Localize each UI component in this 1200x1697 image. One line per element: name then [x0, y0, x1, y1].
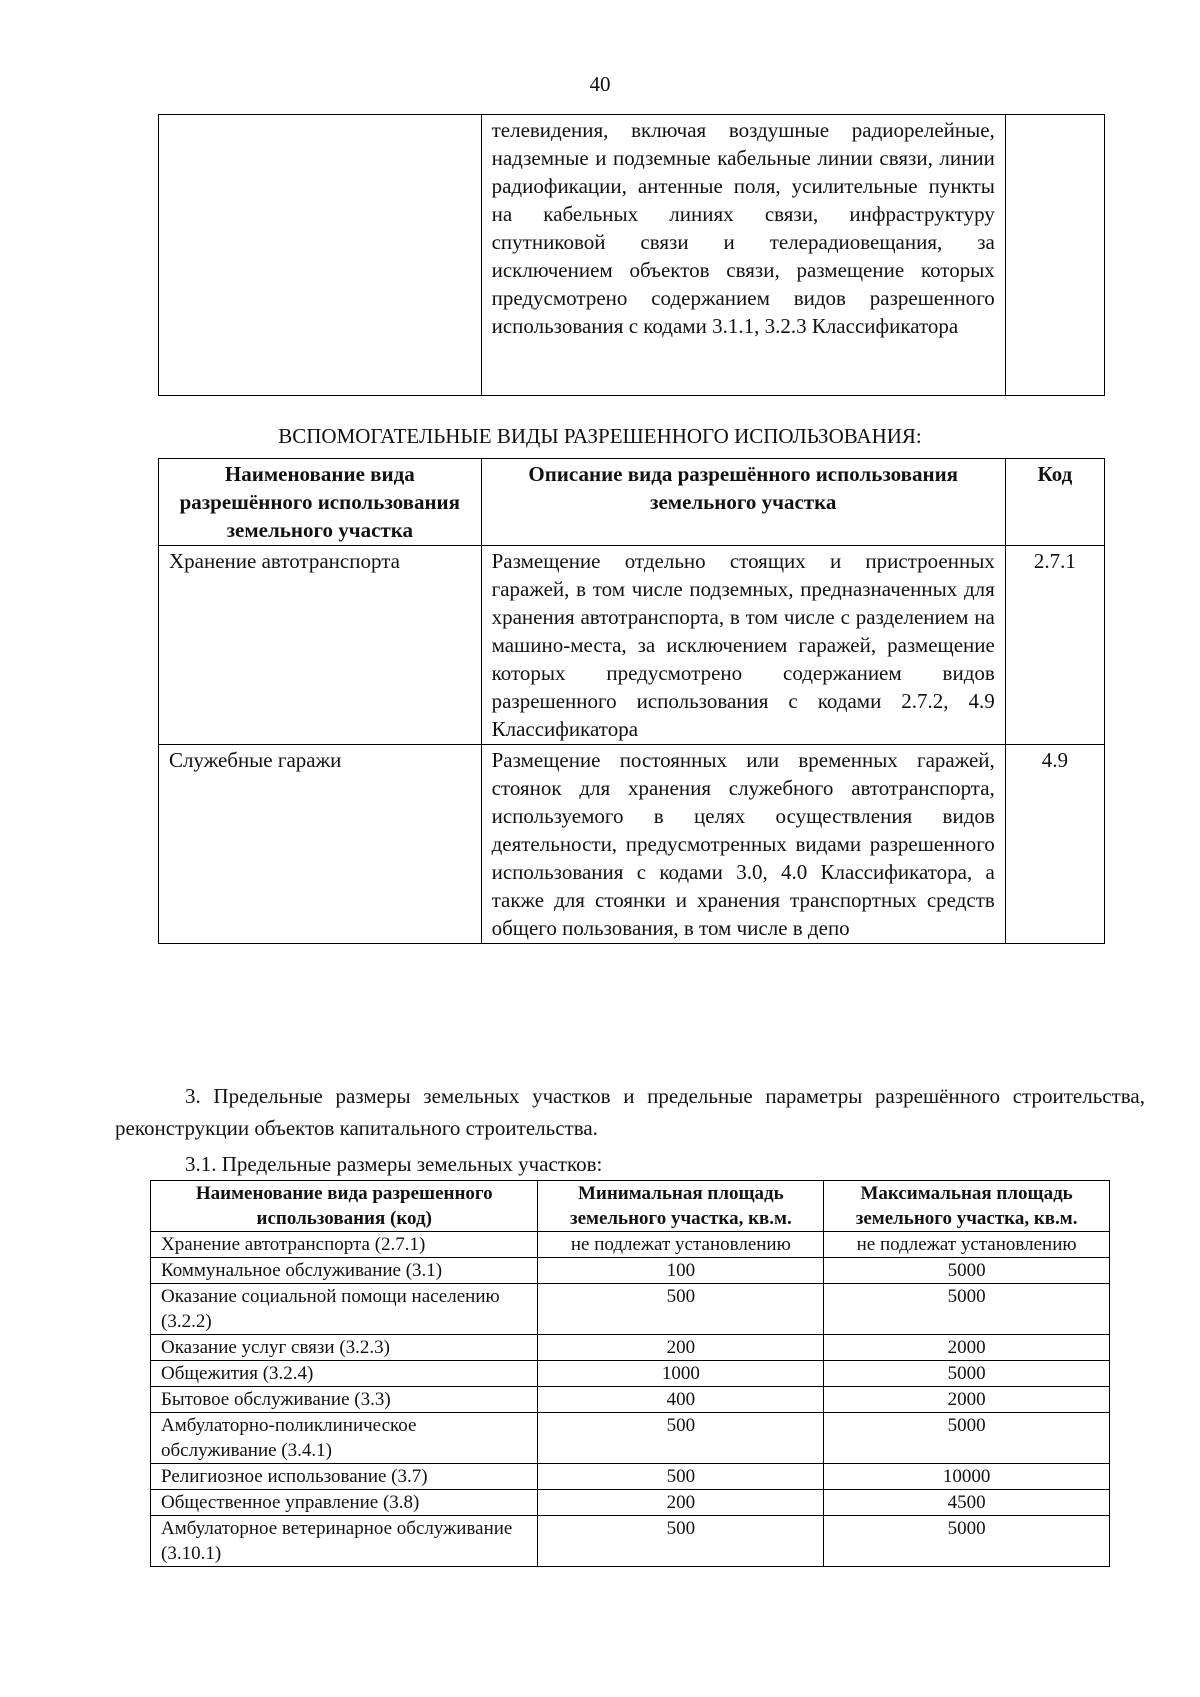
table-row [151, 1464, 1110, 1490]
header-description: Описание вида разрешённого использования земельного участка [481, 459, 1005, 546]
table-header-row [159, 459, 1105, 546]
row-name: Оказание услуг связи (3.2.3) [151, 1335, 538, 1361]
row-description: Размещение постоянных или временных гаражей, стоянок для хранения служебного автотранспорта, используемого в целях осуществления видов деятельности, предусмотренных видами разрешенного использования с кодами 3.0, 4.0 Классификатора, а также для стоянки и хранения транспортных средств общего пользования, в том числе в депо [481, 745, 1005, 944]
row-max: 5000 [824, 1258, 1110, 1284]
table-header-row [151, 1181, 1110, 1232]
table-row [151, 1413, 1110, 1464]
aux-heading: ВСПОМОГАТЕЛЬНЫЕ ВИДЫ РАЗРЕШЕННОГО ИСПОЛЬЗОВАНИЯ: [278, 424, 922, 448]
row-name: Служебные гаражи [159, 745, 482, 944]
row-max: 5000 [824, 1361, 1110, 1387]
header-max: Максимальная площадь земельного участка, кв.м. [824, 1181, 1110, 1232]
row-min: 200 [538, 1490, 824, 1516]
row-max: 10000 [824, 1464, 1110, 1490]
row-max: 2000 [824, 1335, 1110, 1361]
header-name: Наименование вида разрешенного использования (код) [151, 1181, 538, 1232]
row-name: Хранение автотранспорта (2.7.1) [151, 1232, 538, 1258]
row-name: Религиозное использование (3.7) [151, 1464, 538, 1490]
row-max: 5000 [824, 1284, 1110, 1335]
row-min: 100 [538, 1258, 824, 1284]
row-name: Хранение автотранспорта [159, 546, 482, 745]
description-cell: телевидения, включая воздушные радиорелейные, надземные и подземные кабельные линии связи, линии радиофикации, антенные поля, усилительные пункты на кабельных линиях связи, инфраструктуру спутниковой связи и телерадиовещания, за исключением объектов связи, размещение которых предусмотрено содержанием видов разрешенного использования с кодами 3.1.1, 3.2.3 Классификатора [481, 115, 1005, 396]
row-min: 400 [538, 1387, 824, 1413]
section-3-1-paragraph: 3.1. Предельные размеры земельных участков: [185, 1152, 603, 1176]
table-row [159, 745, 1105, 944]
table-row [151, 1258, 1110, 1284]
header-name: Наименование вида разрешённого использования земельного участка [159, 459, 482, 546]
row-min: 500 [538, 1413, 824, 1464]
plot-size-limits-table [150, 1180, 1110, 1567]
row-name: Амбулаторное ветеринарное обслуживание (3.10.1) [151, 1516, 538, 1567]
row-max: 2000 [824, 1387, 1110, 1413]
header-code: Код [1005, 459, 1104, 546]
table-row [159, 546, 1105, 745]
empty-name-cell [159, 115, 482, 396]
page-number: 40 [589, 72, 611, 96]
row-min: 500 [538, 1464, 824, 1490]
section-3-paragraph: 3. Предельные размеры земельных участков и предельные параметры разрешённого строительства, реконструкции объектов капитального строительства. [115, 1084, 1145, 1140]
continued-table [158, 114, 1105, 396]
table-row [151, 1490, 1110, 1516]
row-name: Оказание социальной помощи населению (3.2.2) [151, 1284, 538, 1335]
empty-code-cell [1005, 115, 1104, 396]
table-row [151, 1361, 1110, 1387]
table-row [151, 1232, 1110, 1258]
row-description: Размещение отдельно стоящих и пристроенных гаражей, в том числе подземных, предназначенных для хранения автотранспорта, в том числе с разделением на машино-места, за исключением гаражей, размещение которых предусмотрено содержанием видов разрешенного использования с кодами 2.7.2, 4.9 Классификатора [481, 546, 1005, 745]
row-name: Амбулаторно-поликлиническое обслуживание (3.4.1) [151, 1413, 538, 1464]
row-name: Общежития (3.2.4) [151, 1361, 538, 1387]
row-max: не подлежат установлению [824, 1232, 1110, 1258]
table-row [151, 1335, 1110, 1361]
row-max: 5000 [824, 1516, 1110, 1567]
row-code: 4.9 [1005, 745, 1104, 944]
row-max: 5000 [824, 1413, 1110, 1464]
row-code: 2.7.1 [1005, 546, 1104, 745]
row-min: 1000 [538, 1361, 824, 1387]
row-min: 500 [538, 1516, 824, 1567]
row-name: Бытовое обслуживание (3.3) [151, 1387, 538, 1413]
table-row [159, 115, 1105, 396]
row-name: Общественное управление (3.8) [151, 1490, 538, 1516]
table-row [151, 1516, 1110, 1567]
row-min: 500 [538, 1284, 824, 1335]
table-row [151, 1284, 1110, 1335]
row-max: 4500 [824, 1490, 1110, 1516]
row-min: 200 [538, 1335, 824, 1361]
header-min: Минимальная площадь земельного участка, кв.м. [538, 1181, 824, 1232]
row-name: Коммунальное обслуживание (3.1) [151, 1258, 538, 1284]
table-row [151, 1387, 1110, 1413]
aux-uses-table [158, 458, 1105, 944]
row-min: не подлежат установлению [538, 1232, 824, 1258]
